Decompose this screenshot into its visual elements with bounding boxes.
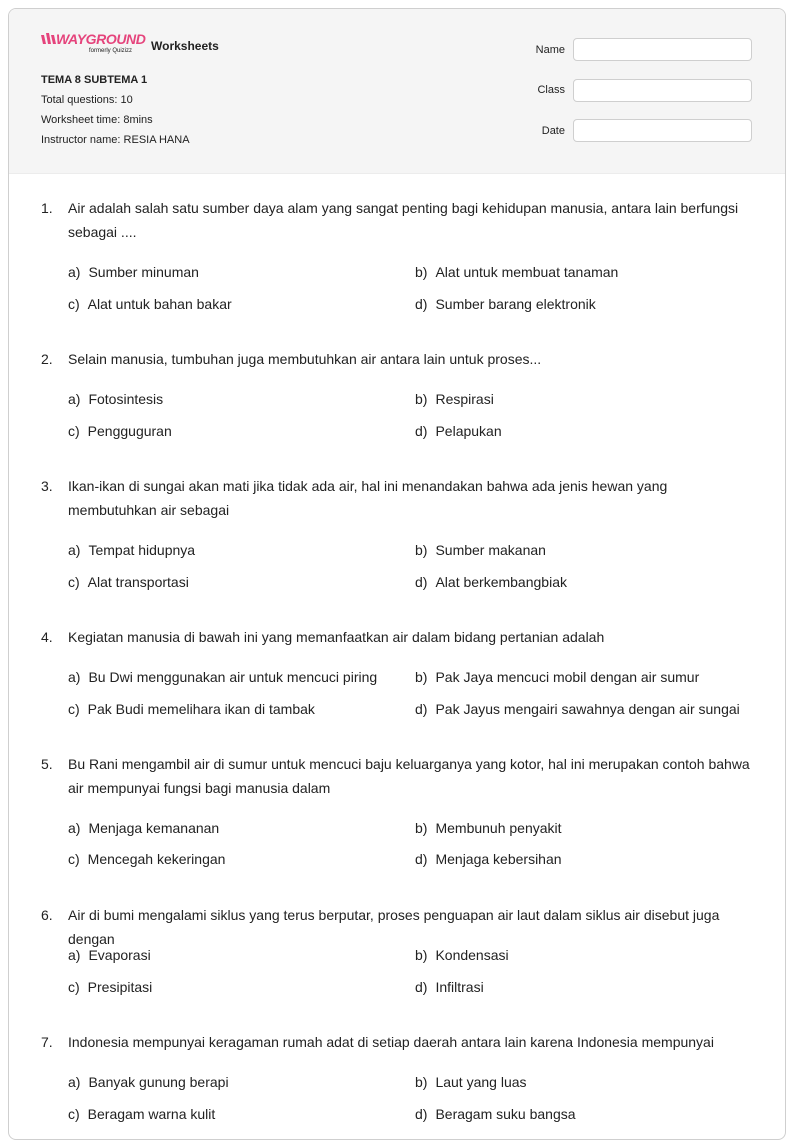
- option-text: Beragam suku bangsa: [435, 1106, 576, 1122]
- option-text: Alat untuk bahan bakar: [87, 296, 232, 312]
- option-letter: d): [415, 701, 428, 717]
- option-d: [415, 422, 502, 440]
- option-text: Sumber minuman: [88, 264, 199, 280]
- logo-wordmark: WAYGROUND: [56, 31, 146, 47]
- question-text: Kegiatan manusia di bawah ini yang memanfaatkan air dalam bidang pertanian adalah: [68, 629, 605, 645]
- option-letter: b): [415, 542, 428, 558]
- option-text: Presipitasi: [87, 979, 153, 995]
- option-text: Alat transportasi: [87, 574, 189, 590]
- option-c: [68, 422, 172, 440]
- option-b: [415, 390, 494, 408]
- question-number: 3.: [41, 478, 53, 494]
- question-text: Air adalah salah satu sumber daya alam yang sangat penting bagi kehidupan manusia, antara lain berfungsi sebagai ....: [68, 200, 739, 240]
- name-label: Name: [535, 44, 565, 56]
- wayground-mark-icon: [41, 32, 57, 46]
- option-letter: b): [415, 947, 428, 963]
- option-text: Pak Jayus mengairi sawahnya dengan air sungai: [435, 701, 740, 717]
- option-text: Sumber barang elektronik: [435, 296, 596, 312]
- option-b: [415, 1073, 527, 1091]
- question-text: Ikan-ikan di sungai akan mati jika tidak ada air, hal ini menandakan bahwa ada jenis hewan yang membutuhkan air sebagai: [68, 478, 668, 518]
- question-text: Air di bumi mengalami siklus yang terus berputar, proses penguapan air laut dalam siklus air disebut juga dengan: [68, 907, 720, 947]
- option-d: [415, 700, 740, 718]
- option-letter: c): [68, 1106, 80, 1122]
- option-text: Sumber makanan: [435, 542, 546, 558]
- option-c: [68, 850, 225, 868]
- option-letter: a): [68, 264, 81, 280]
- question-number: 1.: [41, 200, 53, 216]
- option-text: Fotosintesis: [88, 391, 164, 407]
- question-number: 4.: [41, 629, 53, 645]
- wayground-logo: [41, 31, 145, 59]
- option-letter: b): [415, 820, 428, 836]
- option-a: [68, 541, 195, 559]
- question-text: Bu Rani mengambil air di sumur untuk mencuci baju keluarganya yang kotor, hal ini merupakan contoh bahwa air mempunyai fungsi bagi manusia dalam: [68, 756, 750, 796]
- option-d: [415, 295, 596, 313]
- option-letter: d): [415, 574, 428, 590]
- option-b: [415, 541, 546, 559]
- option-letter: b): [415, 1074, 428, 1090]
- option-text: Membunuh penyakit: [435, 820, 562, 836]
- question-number: 5.: [41, 756, 53, 772]
- option-text: Bu Dwi menggunakan air untuk mencuci piring: [88, 669, 378, 685]
- option-letter: c): [68, 574, 80, 590]
- option-c: [68, 295, 232, 313]
- option-text: Evaporasi: [88, 947, 151, 963]
- option-d: [415, 850, 562, 868]
- class-label: Class: [537, 84, 565, 96]
- option-text: Banyak gunung berapi: [88, 1074, 229, 1090]
- option-text: Laut yang luas: [435, 1074, 527, 1090]
- option-d: [415, 1105, 576, 1123]
- option-text: Tempat hidupnya: [88, 542, 196, 558]
- option-letter: c): [68, 423, 80, 439]
- option-text: Alat untuk membuat tanaman: [435, 264, 619, 280]
- option-letter: d): [415, 851, 428, 867]
- worksheet-time: Worksheet time: 8mins: [41, 114, 153, 126]
- option-a: [68, 819, 219, 837]
- option-text: Pak Jaya mencuci mobil dengan air sumur: [435, 669, 700, 685]
- question-number: 7.: [41, 1034, 53, 1050]
- option-c: [68, 1105, 215, 1123]
- option-letter: b): [415, 669, 428, 685]
- option-letter: a): [68, 391, 81, 407]
- worksheet-title: TEMA 8 SUBTEMA 1: [41, 74, 148, 86]
- option-letter: d): [415, 296, 428, 312]
- option-text: Menjaga kemananan: [88, 820, 220, 836]
- option-c: [68, 573, 189, 591]
- option-letter: a): [68, 1074, 81, 1090]
- option-b: [415, 819, 562, 837]
- option-letter: b): [415, 264, 428, 280]
- option-text: Beragam warna kulit: [87, 1106, 216, 1122]
- question-number: 2.: [41, 351, 53, 367]
- question-number: 6.: [41, 907, 53, 923]
- option-text: Pelapukan: [435, 423, 502, 439]
- option-a: [68, 390, 163, 408]
- option-text: Pak Budi memelihara ikan di tambak: [87, 701, 315, 717]
- option-letter: d): [415, 979, 428, 995]
- option-c: [68, 700, 315, 718]
- option-letter: b): [415, 391, 428, 407]
- option-letter: c): [68, 701, 80, 717]
- option-a: [68, 1073, 229, 1091]
- option-letter: a): [68, 542, 81, 558]
- option-b: [415, 946, 509, 964]
- option-letter: c): [68, 296, 80, 312]
- total-questions: Total questions: 10: [41, 94, 133, 106]
- option-letter: a): [68, 820, 81, 836]
- worksheet-page: [8, 8, 786, 1140]
- instructor-name: Instructor name: RESIA HANA: [41, 134, 190, 146]
- option-b: [415, 668, 699, 686]
- option-letter: d): [415, 1106, 428, 1122]
- option-letter: a): [68, 947, 81, 963]
- option-text: Kondensasi: [435, 947, 509, 963]
- option-a: [68, 263, 199, 281]
- option-b: [415, 263, 618, 281]
- option-text: Respirasi: [435, 391, 494, 407]
- option-letter: a): [68, 669, 81, 685]
- option-text: Pengguguran: [87, 423, 172, 439]
- option-letter: d): [415, 423, 428, 439]
- option-text: Alat berkembangbiak: [435, 574, 567, 590]
- option-d: [415, 978, 484, 996]
- option-letter: c): [68, 851, 80, 867]
- name-field[interactable]: [573, 38, 752, 61]
- product-label: Worksheets: [151, 39, 219, 53]
- question-text: Selain manusia, tumbuhan juga membutuhkan air antara lain untuk proses...: [68, 351, 542, 367]
- option-text: Menjaga kebersihan: [435, 851, 562, 867]
- date-label: Date: [541, 125, 565, 137]
- option-a: [68, 946, 151, 964]
- worksheet-header: [9, 9, 785, 174]
- option-a: [68, 668, 377, 686]
- logo-subtext: formerly Quizizz: [89, 48, 133, 54]
- option-c: [68, 978, 152, 996]
- option-text: Mencegah kekeringan: [87, 851, 226, 867]
- option-d: [415, 573, 567, 591]
- option-text: Infiltrasi: [435, 979, 484, 995]
- date-field[interactable]: [573, 119, 752, 142]
- question-text: Indonesia mempunyai keragaman rumah adat di setiap daerah antara lain karena Indonesia mempunyai: [68, 1034, 714, 1050]
- option-letter: c): [68, 979, 80, 995]
- class-field[interactable]: [573, 79, 752, 102]
